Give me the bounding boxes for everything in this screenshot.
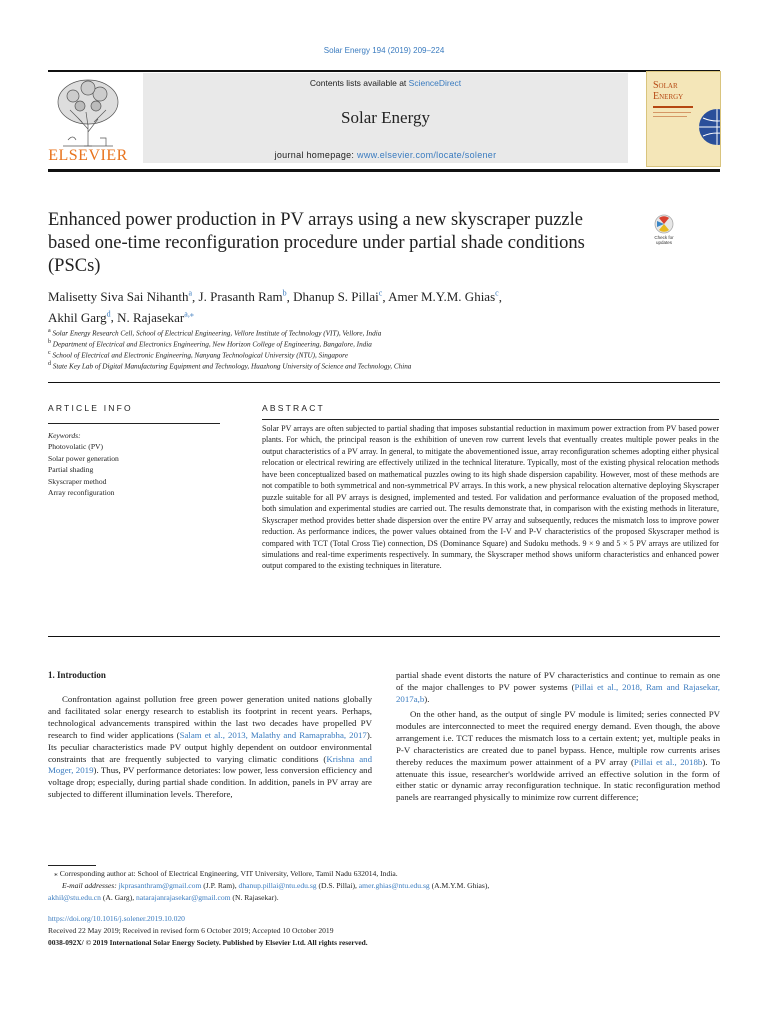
check-for-updates-badge[interactable] — [647, 213, 681, 251]
homepage-link[interactable]: www.elsevier.com/locate/solener — [357, 150, 497, 160]
author[interactable]: N. Rajasekar$^{a,⁎}$ — [117, 309, 194, 325]
citation-link[interactable]: Krishna and Moger, 2019 — [48, 753, 372, 776]
intro-left-paragraph: Confrontation against pollution free green power generation united nations globally and facilitated solar energy research to establish its footprint in recent years. Perhaps, technological advancements transpired within the last two decades have propelled PV research to find wider applications (Salam et al., 2013, Malathy and Ramaprabha, 2017). Its peculiar characteristics made PV output highly dependent on outdoor environmental constraints that are frequently subjected to varying climatic conditions (Krishna and Moger, 2019). Thus, PV performance detoriates: low power, less conversion efficiency and voltage drop; especially, during partial shade condition. In addition, panels in PV array are subjected to different illumination levels. Therefore, — [48, 694, 372, 800]
author[interactable]: Amer M.Y.M. Ghias$^c$ — [388, 289, 499, 305]
cover-title — [653, 80, 703, 102]
corresponding-author-note: ⁎ Corresponding author at: School of Electrical Engineering, VIT University, Vellore, Tamil Nadu 632014, India. — [54, 869, 398, 878]
email-link[interactable]: akhil@stu.edu.cn — [48, 893, 101, 902]
article-info-rule — [48, 423, 220, 424]
keyword: Photovolatic (PV) — [48, 442, 104, 452]
email-link[interactable]: natarajanrajasekar@gmail.com — [136, 893, 231, 902]
email-link[interactable]: jkprasanthram@gmail.com — [118, 881, 202, 890]
affiliation-rule — [48, 382, 720, 383]
keywords-label: Keywords: — [48, 431, 81, 440]
abstract-heading: ABSTRACT — [262, 403, 325, 413]
author[interactable]: Akhil Garg$^d$ — [48, 309, 111, 325]
keyword: Partial shading — [48, 465, 94, 475]
cover-rule — [653, 106, 693, 108]
elsevier-wordmark: ELSEVIER — [48, 147, 128, 164]
author[interactable]: Dhanup S. Pillai$^c$ — [293, 289, 383, 305]
abstract-rule — [262, 419, 719, 420]
author-list: Malisetty Siva Sai Nihanth$^a$, J. Prasanth Ram$^b$, Dhanup S. Pillai$^c$, Amer M.Y.M. Ghias$^c$, Akhil Garg$^d$, N. Rajasekar$^{a,⁎}$ — [48, 289, 502, 325]
affiliation: $^d$ State Key Lab of Digital Manufacturing Equipment and Technology, Huazhong University of Science and Technology, China — [48, 361, 412, 371]
email-link[interactable]: amer.ghias@ntu.edu.sg — [358, 881, 430, 890]
sciencedirect-link[interactable]: ScienceDirect — [408, 78, 462, 88]
article-info-heading: ARTICLE INFO — [48, 403, 133, 413]
check-updates-text: Check for updates — [654, 235, 674, 245]
citation-link[interactable]: Pillai et al., 2018b — [633, 756, 703, 767]
affiliation: $^a$ Solar Energy Research Cell, School of Electrical Engineering, Vellore Institute of Technology (VIT), Vellore, India — [48, 328, 382, 338]
author[interactable]: J. Prasanth Ram$^b$ — [198, 289, 287, 305]
affiliation: $^c$ School of Electrical and Electronic Engineering, Nanyang Technological University (NTU), Singapore — [48, 350, 348, 360]
citation-link[interactable]: Salam et al., 2013, Malathy and Ramaprabha, 2017 — [179, 729, 367, 740]
keyword: Array reconfiguration — [48, 488, 115, 498]
copyright-notice: 0038-092X/ © 2019 International Solar Energy Society. Published by Elsevier Ltd. All rights reserved. — [48, 938, 368, 947]
header-top-rule — [48, 70, 720, 72]
author[interactable]: Malisetty Siva Sai Nihanth$^a$ — [48, 289, 193, 305]
received-dates: Received 22 May 2019; Received in revised form 6 October 2019; Accepted 10 October 2019 — [48, 926, 334, 935]
cover-rule-2 — [653, 112, 691, 113]
affiliation: $^b$ Department of Electrical and Electronics Engineering, New Horizon College of Engineering, Bangalore, India — [48, 339, 372, 349]
email-link[interactable]: dhanup.pillai@ntu.edu.sg — [238, 881, 317, 890]
intro-right-paragraph-2: On the other hand, as the output of single PV module is limited; series connected PV modules are interconnected to meet the required energy demand. Even though, the above arrangement i.e. TCT reduces the mismatch loss to a certain extent; yet, multiple peaks in P-V characteristics are created due to panel bypass. Hence, multiple row currents arises thereby reduces the maximum power attainment of a PV array (Pillai et al., 2018b). To attenuate this issue, researcher's worldwide arrived an effective solution in the form of either static or dynamic array reconfiguration technique. In static reconfiguration method panels are rearranged physically to minimize row current difference; — [396, 709, 721, 803]
cover-globe-icon — [697, 100, 721, 155]
journal-title: Solar Energy — [341, 108, 430, 127]
journal-cover-image[interactable] — [646, 71, 721, 167]
homepage-prefix: journal homepage: — [274, 150, 358, 160]
cover-title-line2: Energy — [653, 91, 684, 102]
abstract-text: Solar PV arrays are often subjected to partial shading that imposes substantial reduction in maximum power extraction from PV based power plants. For which, the principal reason is the exhibition of uneven row current levels that eventually creates multiple power peaks in the output characteristics of a PV array. In general, to mitigate the abovementioned issue, array reconfiguration schemes adopting either physical relocation or electrical rewiring are effectively utilized in the technical literature. Typically, most of the existing physical relocation methods have been conceptualized based on mathematical puzzles owing to its high shade dispersion capability. However, most of these methods are not compatible to both symmetrical and non-symmetrical PV arrays. In this work, a new physical relocation alternative deploying Skyscraper puzzle suitable for all PV arrays is designed, implemented and tested. For validation and performance evaluation of the proposed method, both simulation and experimental studies are carried out. The results demonstrate that, in comparison with the existing methods in literature, Skyscraper method provides better shade dispersion over the entire PV array and subsequently, reduces the mismatch loss to improve power reduction. As performance indices, the power values obtained from the I-V and P-V characteristics of the proposed Skyscraper method is compared with TCT (Total Cross Tie) connection, DS (Dominance Square) and Sudoku methods. 9 × 9 and 5 × 5 PV arrays are utilized for simulations and real-time experiments respectively. In summary, the Skyscraper method shows uniform characteristics and enhanced power output compared to the existing techniques in literature. — [262, 424, 719, 571]
introduction-heading: 1. Introduction — [48, 670, 106, 680]
keyword: Skyscraper method — [48, 476, 107, 486]
intro-right-paragraph-1: partial shade event distorts the nature of PV characteristics and continue to remain as one of the major challenges to PV power systems (Pillai et al., 2018, Ram and Rajasekar, 2017a,b). — [396, 670, 721, 704]
doi-line[interactable] — [48, 913, 720, 925]
header-bottom-rule — [48, 169, 720, 172]
cover-title-line1: Solar — [653, 80, 678, 91]
doi-link[interactable]: https://doi.org/10.1016/j.solener.2019.10.020 — [48, 914, 185, 923]
journal-reference[interactable] — [0, 46, 768, 55]
contents-prefix: Contents lists available at — [309, 78, 409, 88]
citation-link[interactable]: Pillai et al., 2018, Ram and Rajasekar, 2017a,b — [396, 681, 721, 704]
keyword: Solar power generation — [48, 453, 119, 463]
cover-rule-3 — [653, 116, 687, 117]
contents-line — [143, 78, 628, 88]
journal-homepage — [143, 150, 628, 160]
journal-reference-link[interactable]: Solar Energy 194 (2019) 209–224 — [323, 46, 445, 55]
abstract-bottom-rule — [48, 636, 720, 637]
email-addresses-cont: akhil@stu.edu.cn (A. Garg), natarajanrajasekar@gmail.com (N. Rajasekar). — [48, 893, 279, 902]
keywords-block — [48, 430, 218, 498]
email-addresses: E-mail addresses: jkprasanthram@gmail.com (J.P. Ram), dhanup.pillai@ntu.edu.sg (D.S. Pillai), amer.ghias@ntu.edu.sg (A.M.Y.M. Ghias), — [62, 881, 490, 890]
footnote-rule — [48, 865, 96, 866]
check-updates-icon — [647, 213, 681, 235]
article-title: Enhanced power production in PV arrays using a new skyscraper puzzle based one-time reconfiguration procedure under partial shade conditions (PSCs) — [48, 210, 585, 276]
